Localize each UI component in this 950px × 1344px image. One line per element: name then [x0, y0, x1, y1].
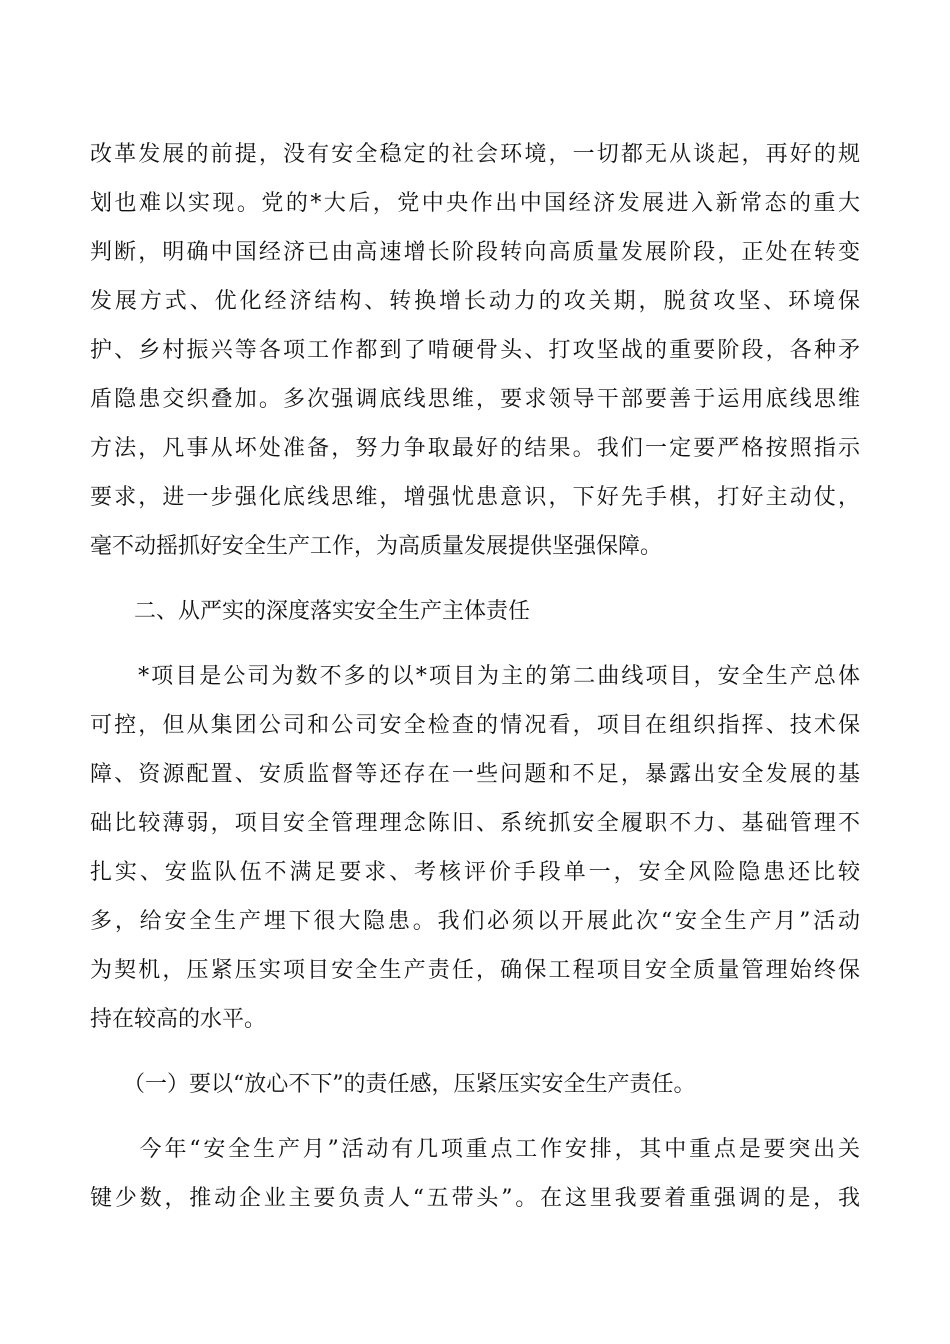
text-line: 可控，但从集团公司和公司安全检查的情况看，项目在组织指挥、技术保: [90, 713, 860, 738]
section-heading: 二、从严实的深度落实安全生产主体责任: [90, 599, 531, 624]
text-line: 划也难以实现。党的*大后，党中央作出中国经济发展进入新常态的重大: [90, 191, 860, 216]
paragraph-1: [90, 130, 860, 571]
text-line: 础比较薄弱，项目安全管理理念陈旧、系统抓安全履职不力、基础管理不: [90, 811, 860, 836]
paragraph-gap: [90, 571, 860, 587]
text-line: 盾隐患交织叠加。多次强调底线思维，要求领导干部要善于运用底线思维: [90, 387, 860, 412]
text-line: *项目是公司为数不多的以*项目为主的第二曲线项目，安全生产总体: [90, 664, 860, 689]
paragraph-gap: [90, 1109, 860, 1125]
paragraph-2: [90, 652, 860, 1044]
text-line: 毫不动摇抓好安全生产工作，为高质量发展提供坚强保障。: [90, 534, 663, 559]
text-line: 扎实、安监队伍不满足要求、考核评价手段单一，安全风险隐患还比较: [90, 860, 860, 885]
text-line: 为契机，压紧压实项目安全生产责任，确保工程项目安全质量管理始终保: [90, 958, 860, 983]
text-line: 键少数，推动企业主要负责人“五带头”。在这里我要着重强调的是，我: [90, 1186, 860, 1211]
text-line: 护、乡村振兴等各项工作都到了啃硬骨头、打攻坚战的重要阶段，各种矛: [90, 338, 860, 363]
subsection-heading: （一）要以“放心不下”的责任感，压紧压实安全生产责任。: [90, 1072, 696, 1097]
text-line: 持在较高的水平。: [90, 1007, 267, 1032]
text-line: 方法，凡事从坏处准备，努力争取最好的结果。我们一定要严格按照指示: [90, 436, 860, 461]
text-line: 改革发展的前提，没有安全稳定的社会环境，一切都无从谈起，再好的规: [90, 142, 860, 167]
subsection-heading-1: [90, 1060, 860, 1109]
document-body: [90, 130, 860, 1223]
text-line: 发展方式、优化经济结构、转换增长动力的攻关期，脱贫攻坚、环境保: [90, 289, 860, 314]
paragraph-gap: [90, 636, 860, 652]
text-line: 多，给安全生产埋下很大隐患。我们必须以开展此次“安全生产月”活动: [90, 909, 860, 934]
paragraph-3: [90, 1125, 860, 1223]
text-line: 障、资源配置、安质监督等还存在一些问题和不足，暴露出安全发展的基: [90, 762, 860, 787]
paragraph-gap: [90, 1044, 860, 1060]
section-heading-2: [90, 587, 860, 636]
text-line: 今年“安全生产月”活动有几项重点工作安排，其中重点是要突出关: [90, 1137, 860, 1162]
text-line: 判断，明确中国经济已由高速增长阶段转向高质量发展阶段，正处在转变: [90, 240, 860, 265]
text-line: 要求，进一步强化底线思维，增强忧患意识，下好先手棋，打好主动仗，: [90, 485, 860, 510]
